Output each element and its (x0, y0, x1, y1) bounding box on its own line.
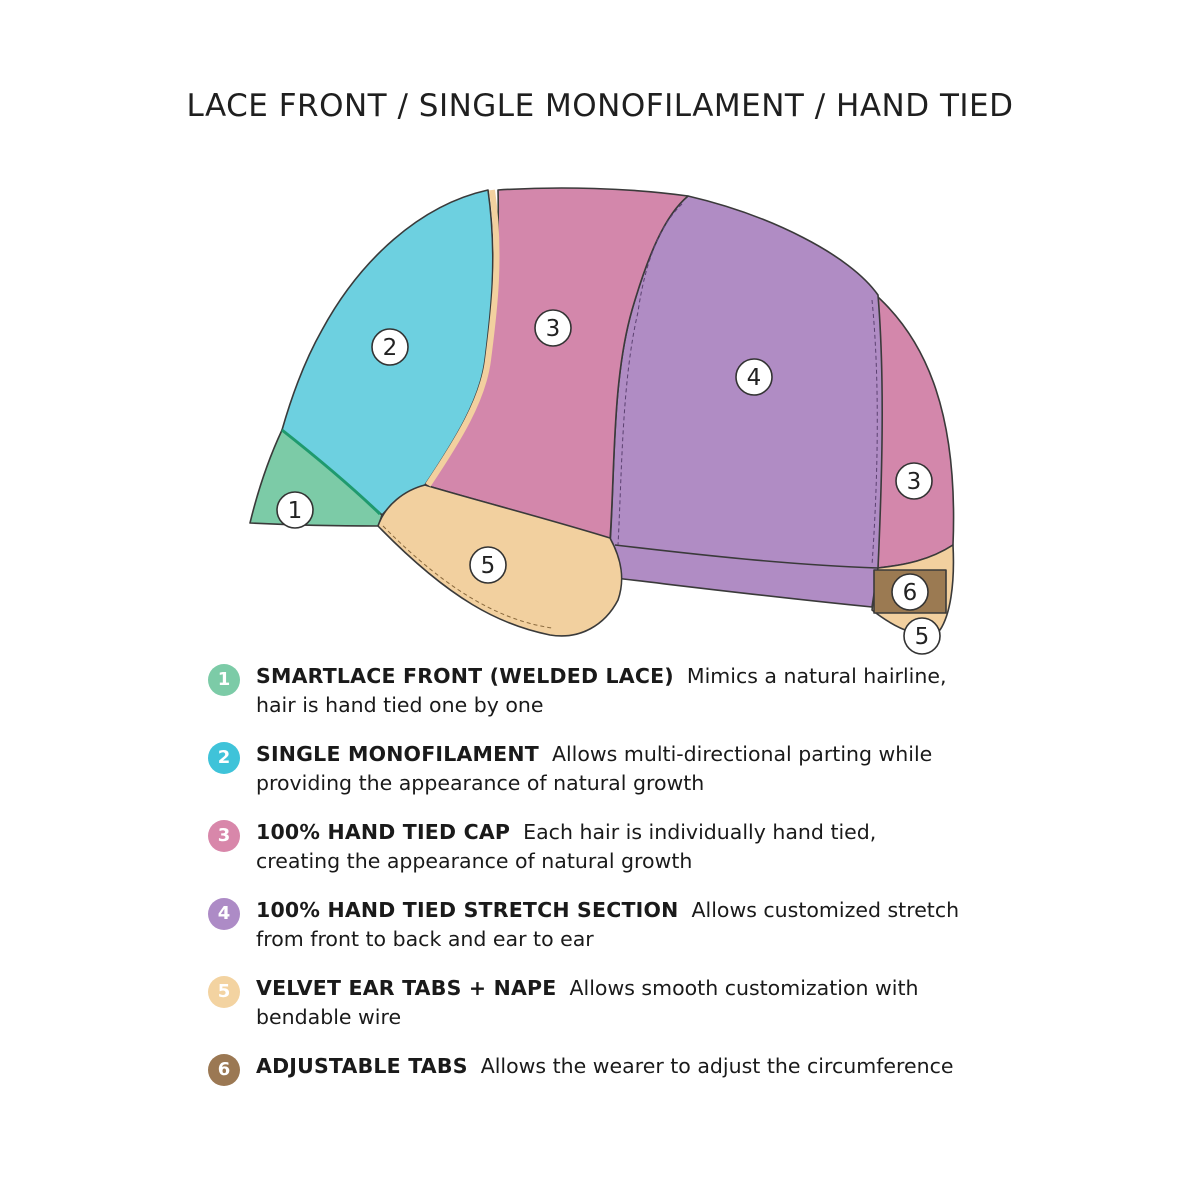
marker-6-label: 6 (902, 580, 918, 606)
legend-item-velvet (208, 974, 1028, 1032)
legend (208, 662, 1028, 1081)
legend-desc-cont: from front to back and ear to ear (256, 927, 594, 951)
legend-item-stretch (208, 896, 1028, 954)
legend-heading: SINGLE MONOFILAMENT (256, 742, 539, 766)
legend-badge-3: 3 (208, 820, 240, 852)
legend-item-smartlace (208, 662, 1028, 720)
diagram-title: LACE FRONT / SINGLE MONOFILAMENT / HAND TIED (186, 88, 1014, 124)
legend-heading: 100% HAND TIED STRETCH SECTION (256, 898, 679, 922)
legend-desc: Each hair is individually hand tied, (523, 820, 877, 844)
marker-4-label: 4 (746, 365, 762, 391)
legend-item-single-mono (208, 740, 1028, 798)
legend-desc: Allows customized stretch (691, 898, 960, 922)
legend-heading: VELVET EAR TABS + NAPE (256, 976, 557, 1000)
legend-heading: SMARTLACE FRONT (WELDED LACE) (256, 664, 674, 688)
marker-1-label: 1 (287, 498, 303, 524)
legend-desc: Allows the wearer to adjust the circumference (480, 1054, 954, 1078)
legend-item-adjustable (208, 1052, 1028, 1081)
region-stretch-section (610, 196, 882, 607)
marker-3a-label: 3 (545, 316, 561, 342)
legend-badge-2: 2 (208, 742, 240, 774)
legend-badge-5: 5 (208, 976, 240, 1008)
marker-5b-label: 5 (914, 624, 930, 650)
legend-badge-6: 6 (208, 1054, 240, 1086)
legend-heading: ADJUSTABLE TABS (256, 1054, 468, 1078)
legend-desc: Mimics a natural hairline, (686, 664, 947, 688)
legend-desc: Allows multi-directional parting while (551, 742, 933, 766)
marker-3b-label: 3 (906, 469, 922, 495)
legend-desc: Allows smooth customization with (569, 976, 919, 1000)
legend-heading: 100% HAND TIED CAP (256, 820, 511, 844)
legend-desc-cont: providing the appearance of natural growth (256, 771, 705, 795)
legend-badge-1: 1 (208, 664, 240, 696)
marker-2-label: 2 (382, 335, 398, 361)
legend-desc-cont: bendable wire (256, 1005, 402, 1029)
legend-item-hand-tied-cap (208, 818, 1028, 876)
marker-5a-label: 5 (480, 553, 496, 579)
legend-desc-cont: creating the appearance of natural growth (256, 849, 693, 873)
legend-badge-4: 4 (208, 898, 240, 930)
legend-desc-cont: hair is hand tied one by one (256, 693, 544, 717)
